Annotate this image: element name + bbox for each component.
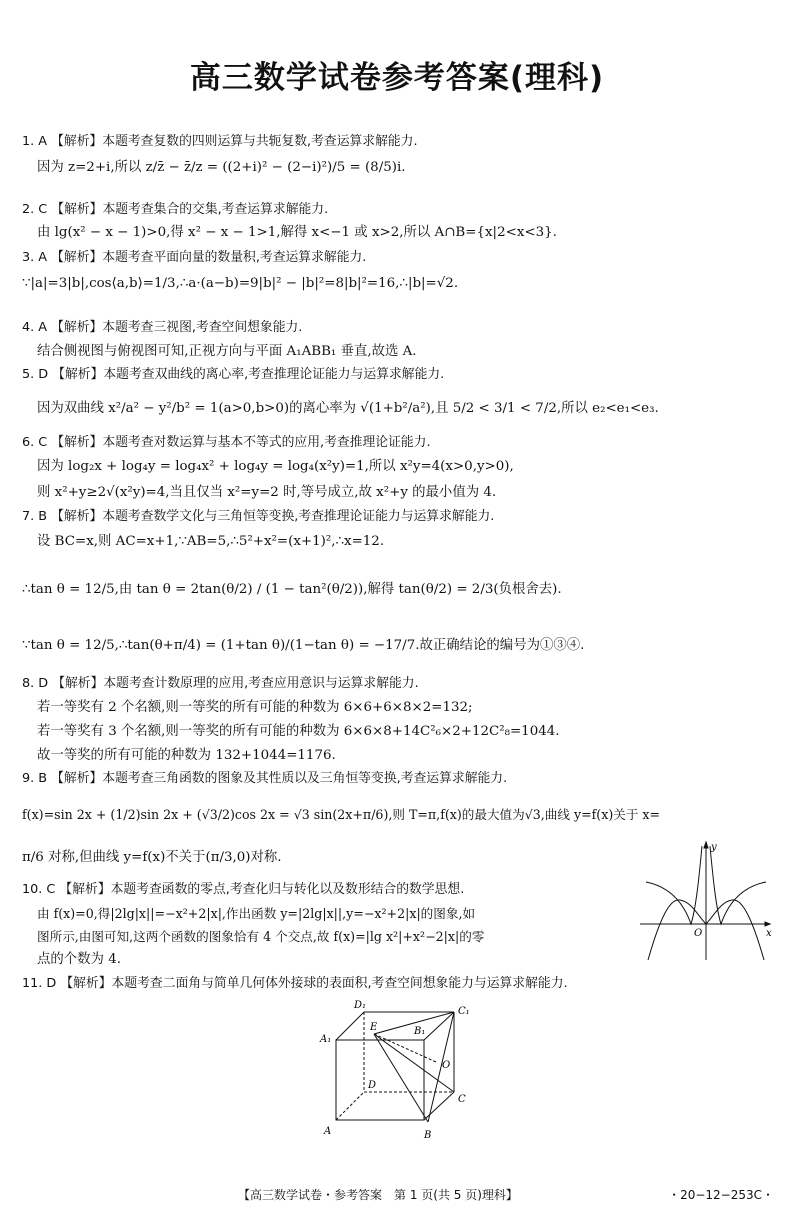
log-curve-left	[646, 846, 702, 924]
answer-heading-2: 2. C 【解析】本题考查集合的交集,考查运算求解能力.	[22, 202, 329, 217]
answer-text-4: 结合侧视图与俯视图可知,正视方向与平面 A₁ABB₁ 垂直,故选 A.	[37, 344, 417, 359]
graph-label-x: x	[766, 928, 772, 939]
answer-text-6b: 则 x²+y≥2√(x²y)=4,当且仅当 x²=y=2 时,等号成立,故 x²+y 的最小值为 4.	[37, 485, 497, 500]
x-axis-arrow-icon	[765, 922, 770, 926]
cube-label-a1: A₁	[320, 1034, 332, 1045]
answer-heading-1: 1. A 【解析】本题考查复数的四则运算与共轭复数,考查运算求解能力.	[22, 134, 418, 149]
answer-heading-4: 4. A 【解析】本题考查三视图,考查空间想象能力.	[22, 320, 303, 335]
cube-label-e: E	[370, 1022, 378, 1033]
answer-heading-9: 9. B 【解析】本题考查三角函数的图象及其性质以及三角恒等变换,考查运算求解能力.	[22, 771, 508, 786]
cube-label-d: D	[368, 1080, 377, 1091]
answer-text-5: 因为双曲线 x²/a² − y²/b² = 1(a>0,b>0)的离心率为 √(1+b²/a²),且 5/2 < 3/1 < 7/2,所以 e₂<e₁<e₃.	[37, 401, 659, 416]
answer-text-9b: π/6 对称,但曲线 y=f(x)不关于(π/3,0)对称.	[22, 850, 282, 865]
log-curve-right	[710, 846, 766, 924]
answer-text-2: 由 lg(x² − x − 1)>0,得 x² − x − 1>1,解得 x<−1 或 x>2,所以 A∩B={x|2<x<3}.	[37, 225, 557, 240]
answer-heading-6: 6. C 【解析】本题考查对数运算与基本不等式的应用,考查推理论证能力.	[22, 435, 431, 450]
hidden-segment-e-o	[374, 1034, 436, 1062]
graph-label-y: y	[711, 842, 717, 853]
answer-text-8a: 若一等奖有 2 个名额,则一等奖的所有可能的种数为 6×6+6×8×2=132;	[37, 700, 473, 715]
segment-e-b	[374, 1034, 428, 1122]
function-graph-figure	[636, 838, 776, 964]
answer-text-7c: ∵tan θ = 12/5,∴tan(θ+π/4) = (1+tan θ)/(1−tan θ) = −17/7.故正确结论的编号为①③④.	[22, 638, 585, 653]
answer-text-10b: 图所示,由图可知,这两个函数的图象恰有 4 个交点,故 f(x)=|lg x²|+x²−2|x|的零	[37, 929, 485, 944]
answer-text-10a: 由 f(x)=0,得|2lg|x||=−x²+2|x|,作出函数 y=|2lg|x||,y=−x²+2|x|的图象,如	[37, 906, 476, 921]
answer-heading-8: 8. D 【解析】本题考查计数原理的应用,考查应用意识与运算求解能力.	[22, 676, 419, 691]
cube-label-b: B	[424, 1130, 432, 1141]
graph-label-origin: O	[694, 928, 703, 939]
answer-text-7b: ∴tan θ = 12/5,由 tan θ = 2tan(θ/2) / (1 − tan²(θ/2)),解得 tan(θ/2) = 2/3(负根舍去).	[22, 582, 562, 597]
cube-label-c1: C₁	[458, 1006, 470, 1017]
cube-label-b1: B₁	[414, 1026, 426, 1037]
parabola-right	[706, 900, 764, 960]
answer-text-10c: 点的个数为 4.	[37, 952, 121, 967]
page-title: 高三数学试卷参考答案(理科)	[189, 60, 605, 96]
answer-text-8b: 若一等奖有 3 个名额,则一等奖的所有可能的种数为 6×6×8+14C²₆×2+12C²₈=1044.	[37, 724, 560, 739]
cube-label-d1: D₁	[354, 1000, 367, 1011]
answer-heading-7: 7. B 【解析】本题考查数学文化与三角恒等变换,考查推理论证能力与运算求解能力.	[22, 509, 495, 524]
answer-heading-10: 10. C 【解析】本题考查函数的零点,考查化归与转化以及数形结合的数学思想.	[22, 882, 465, 897]
answer-heading-11: 11. D 【解析】本题考查二面角与简单几何体外接球的表面积,考查空间想象能力与运算求解能力.	[22, 976, 568, 991]
answer-text-6a: 因为 log₂x + log₄y = log₄x² + log₄y = log₄(x²y)=1,所以 x²y=4(x>0,y>0),	[37, 459, 514, 474]
answer-text-7a: 设 BC=x,则 AC=x+1,∵AB=5,∴5²+x²=(x+1)²,∴x=12.	[37, 534, 385, 549]
answer-text-9a: f(x)=sin 2x + (1/2)sin 2x + (√3/2)cos 2x = √3 sin(2x+π/6),则 T=π,f(x)的最大值为√3,曲线 y=f(x)关于 x=	[22, 807, 661, 822]
footer-code: ・20−12−253C・	[668, 1188, 774, 1202]
answer-text-3: ∵|a|=3|b|,cos⟨a,b⟩=1/3,∴a·(a−b)=9|b|² − |b|²=8|b|²=16,∴|b|=√2.	[22, 276, 459, 291]
y-axis-arrow-icon	[704, 842, 708, 848]
cube-label-a: A	[324, 1126, 332, 1137]
answer-heading-5: 5. D 【解析】本题考查双曲线的离心率,考查推理论证能力与运算求解能力.	[22, 367, 445, 382]
answer-text-1: 因为 z=2+i,所以 z/z̄ − z̄/z = ((2+i)² − (2−i)²)/5 = (8/5)i.	[37, 160, 406, 175]
answer-heading-3: 3. A 【解析】本题考查平面向量的数量积,考查运算求解能力.	[22, 250, 367, 265]
cube-label-o: O	[442, 1060, 451, 1071]
answer-text-8c: 故一等奖的所有可能的种数为 132+1044=1176.	[37, 748, 336, 763]
edge-b-c	[424, 1092, 454, 1120]
edge-a1-d1	[336, 1012, 364, 1040]
cube-label-c: C	[458, 1094, 466, 1105]
cube-figure	[314, 996, 494, 1146]
footer-center: 【高三数学试卷・参考答案 第 1 页(共 5 页)理科】	[238, 1188, 518, 1202]
hidden-edge-a-d	[336, 1092, 364, 1120]
cube-front-face	[336, 1040, 424, 1120]
